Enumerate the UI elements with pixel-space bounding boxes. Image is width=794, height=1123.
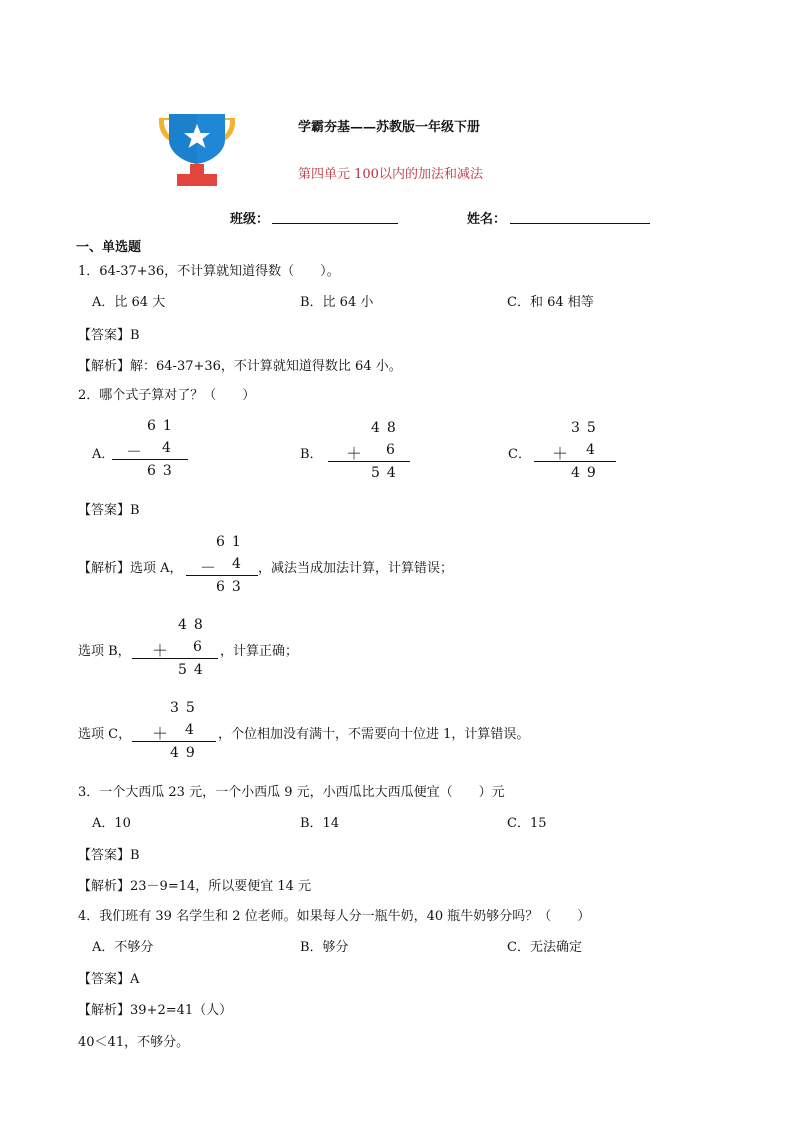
calc-middle: 4 [232, 556, 248, 572]
trophy-icon [155, 112, 239, 188]
q1-answer [78, 324, 140, 343]
calc-result: 54 [178, 662, 210, 678]
section-heading: 一、单选题 [76, 240, 142, 255]
calc-line [328, 461, 410, 462]
analysis-text: 解：64-37+36，不计算就知道得数比 64 小。 [130, 359, 402, 374]
answer-value: A [130, 972, 140, 987]
calc-result: 54 [371, 465, 403, 481]
calc-middle: 6 [386, 442, 402, 458]
q4-analysis-line2: 40＜41，不够分。 [78, 1035, 190, 1050]
page-subtitle: 第四单元 100以内的加法和减法 [298, 167, 483, 182]
q4-option-a: A．不够分 [92, 940, 154, 955]
q1-option-c: C．和 64 相等 [507, 295, 594, 310]
class-label: 班级： [230, 212, 270, 227]
answer-value: B [130, 503, 140, 518]
calc-result: 63 [216, 579, 248, 595]
q3-answer [78, 844, 140, 863]
q1-option-b: B．比 64 小 [300, 295, 374, 310]
q3-option-b: B．14 [300, 816, 340, 831]
q2-analysis-b-post: ，计算正确； [220, 644, 299, 659]
calc-operator: ＋ [152, 641, 169, 660]
q3-option-c: C．15 [507, 816, 547, 831]
q2-analysis-a-post: ，减法当成加法计算，计算错误； [258, 561, 454, 576]
analysis-label: 【解析】 [78, 1003, 131, 1018]
analysis-label: 【解析】 [78, 359, 131, 374]
q2-answer [78, 499, 140, 518]
q2-analysis-a-pre [78, 557, 183, 576]
calc-result: 63 [147, 463, 179, 479]
q1-option-a: A．比 64 大 [92, 295, 166, 310]
calc-top: 48 [371, 420, 403, 436]
calc-top: 61 [216, 534, 248, 550]
calc-middle: 6 [193, 639, 209, 655]
calc-line [186, 575, 258, 576]
calc-top: 35 [170, 700, 202, 716]
calc-operator: ＋ [552, 444, 569, 463]
q4-option-c: C．无法确定 [507, 940, 582, 955]
q2-stem: 2．哪个式子算对了？（ ） [78, 388, 256, 403]
q2-option-a-label: A． [92, 447, 115, 462]
q2-analysis-c-pre: 选项 C， [78, 727, 132, 742]
analysis-text: 39+2=41（人） [130, 1003, 233, 1018]
calc-operator: － [200, 558, 217, 577]
analysis-text: 23－9=14，所以要便宜 14 元 [130, 879, 312, 894]
answer-label: 【答案】 [78, 972, 131, 987]
calc-result: 49 [170, 745, 202, 761]
calc-operator: ＋ [152, 724, 169, 743]
answer-value: B [130, 848, 140, 863]
analysis-label: 【解析】 [78, 561, 131, 576]
analysis-label: 【解析】 [78, 879, 131, 894]
answer-value: B [130, 328, 140, 343]
q2-analysis-b-pre: 选项 B， [78, 644, 131, 659]
calc-middle: 4 [586, 442, 602, 458]
q4-analysis [78, 999, 232, 1018]
q4-answer [78, 968, 139, 987]
answer-label: 【答案】 [78, 503, 131, 518]
calc-operator: － [126, 442, 143, 461]
calc-middle: 4 [162, 440, 178, 456]
q2-option-b-label: B． [300, 447, 323, 462]
q1-stem: 1．64-37+36，不计算就知道得数（ ）。 [78, 264, 340, 279]
calc-top: 61 [147, 418, 179, 434]
calc-line [112, 459, 188, 460]
calc-line [534, 461, 616, 462]
calc-operator: ＋ [346, 444, 363, 463]
q1-analysis [78, 355, 402, 374]
calc-top: 48 [178, 617, 210, 633]
name-field [510, 223, 650, 224]
q3-stem: 3．一个大西瓜 23 元，一个小西瓜 9 元，小西瓜比大西瓜便宜（ ）元 [78, 785, 505, 800]
q3-analysis [78, 875, 311, 894]
calc-result: 49 [571, 465, 603, 481]
name-label: 姓名： [467, 212, 507, 227]
q2-option-c-label: C． [508, 447, 531, 462]
analysis-text: 选项 A， [130, 561, 183, 576]
q2-analysis-c-post: ，个位相加没有满十，不需要向十位进 1，计算错误。 [218, 727, 530, 742]
class-field [272, 223, 398, 224]
q4-stem: 4．我们班有 39 名学生和 2 位老师。如果每人分一瓶牛奶，40 瓶牛奶够分吗？（ ） [78, 909, 591, 924]
page-title: 学霸夯基——苏教版一年级下册 [298, 120, 481, 135]
q3-option-a: A．10 [92, 816, 131, 831]
answer-label: 【答案】 [78, 328, 131, 343]
calc-line [132, 741, 216, 742]
calc-middle: 4 [185, 722, 201, 738]
answer-label: 【答案】 [78, 848, 131, 863]
calc-line [132, 658, 218, 659]
calc-top: 35 [571, 420, 603, 436]
q4-option-b: B．够分 [300, 940, 349, 955]
